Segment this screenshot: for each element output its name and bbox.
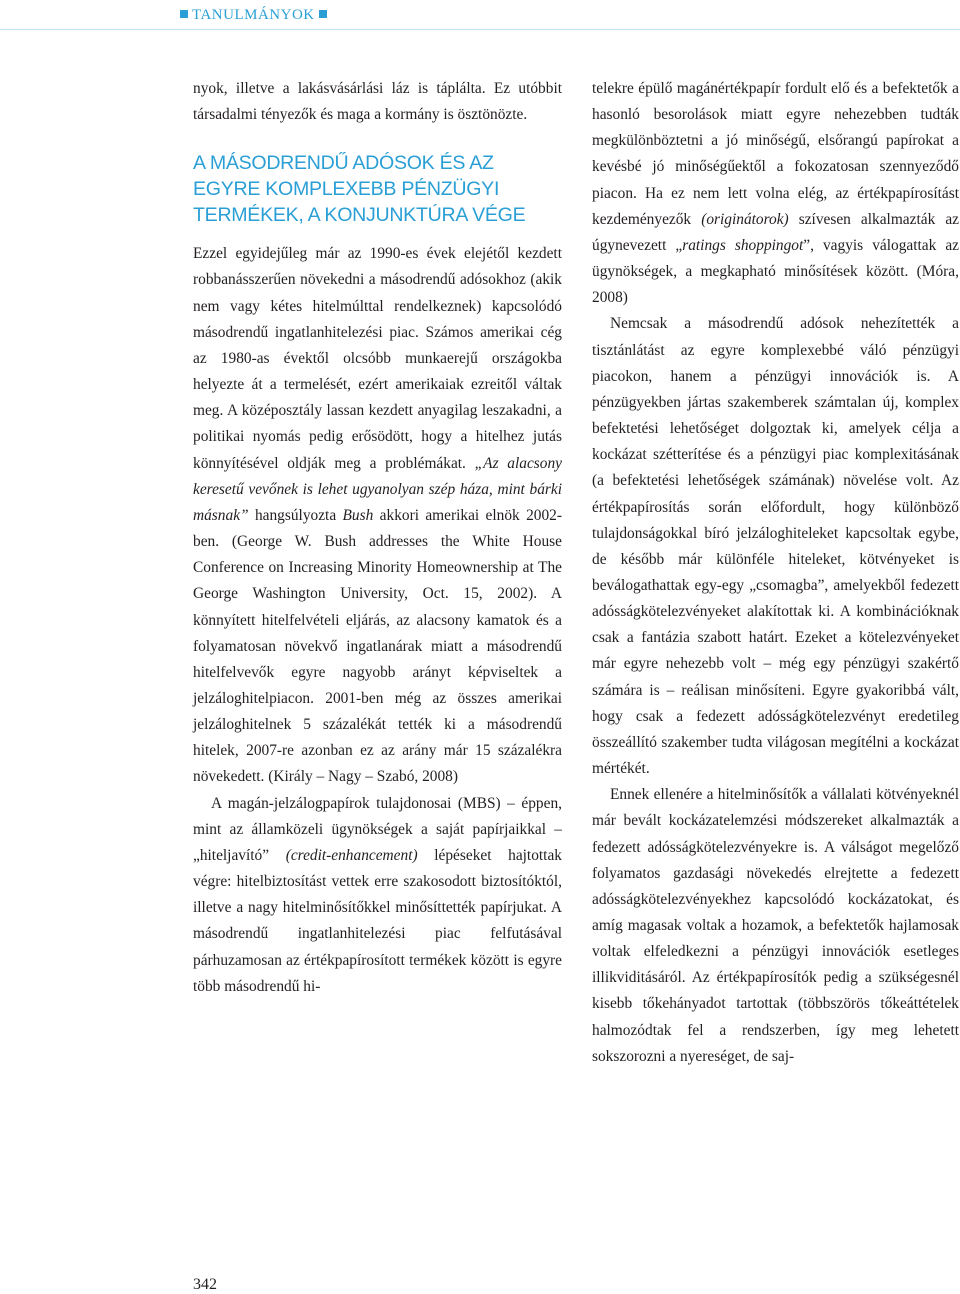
term: (originátorok) xyxy=(701,210,789,228)
term: (credit-enhancement) xyxy=(285,846,418,864)
section-label: TANULMÁNYOK xyxy=(192,7,315,23)
header-rule xyxy=(0,29,960,30)
square-bullet-icon xyxy=(180,10,188,18)
right-column xyxy=(592,76,959,1070)
page-number: 342 xyxy=(193,1276,217,1293)
paragraph: Ezzel egyidejűleg már az 1990-es évek elejétől kezdett robbanásszerűen növekedni a másodrendű adósokhoz (akik nem vagy kétes hitelmúlttal rendelkeznek) kapcsolódó másodrendű ingatlanhitelezési piac. Számos amerikai cég az 1980-as évektől olcsóbb munkaerejű országokba helyezte át a termelését, ezért amerikaiak ezreitől váltak meg. A középosztály lassan kezdett anyagilag leszakadni, a politikai nyomás pedig erősödött, hogy a hitelhez jutás könnyítésével oldják meg a problémákat. „Az alacsony keresetű vevőnek is lehet ugyanolyan szép háza, mint bárki másnak” hangsúlyozta Bush akkori amerikai elnök 2002-ben. (George W. Bush addresses the White House Conference on Increasing Minority Homeownership at The George Washington University, Oct. 15, 2002). A könnyített hitelfelvételi eljárás, az alacsony kamatok és a folyamatosan növekvő ingatlanárak miatt a másodrendű hitelfelvevők egyre nagyobb arányt képviseltek a jelzáloghitelpiacon. 2001-ben még az összes amerikai jelzáloghitelnek 5 százalékát tették ki a másodrendű hitelek, 2007-re azonban ez az arány már 15 százalékra növekedett. (Király – Nagy – Szabó, 2008) xyxy=(193,245,562,786)
paragraph: Ennek ellenére a hitelminősítők a vállalati kötvényeknél már bevált kockázatelemzési módszereket alkalmazták a fedezett adósságkötelezvényekre is. A válságot megelőző folyamatos gazdasági növekedés elrejtette a fedezett adósságkötelezvényekhez kapcsolódó kockázatokat, és amíg magasak voltak a hozamok, a befektetők hajlamosak voltak elfeledkezni a pénzügyi innovációk esetleges illikviditásáról. Az értékpapírosítók pedig a szükségesnél kisebb tőkehányadot tartottak (többszörös tőkeáttételek halmozódtak fel a rendszerben, így meg lehetett sokszorozni a nyereséget, de saj- xyxy=(592,786,959,1065)
left-column xyxy=(193,76,562,1000)
section-title: A MÁSODRENDŰ ADÓSOK ÉS AZ EGYRE KOMPLEXEBB PÉNZÜGYI TERMÉKEK, A KONJUNKTÚRA VÉGE xyxy=(193,152,526,227)
paragraph: Nemcsak a másodrendű adósok nehezítették a tisztánlátást az egyre komplexebbé váló pénzügyi piacokon, hanem a pénzügyi innovációk is. A pénzügyekben jártas szakemberek számtalan új, komplex befektetési lehetőséget dolgoztak ki, amelyek célja a kockázat szétterítése és a pénzügyi piac komplexitásának (a befektetési lehetőségek számának) növelése volt. Az értékpapírosítás során előfordult, hogy különböző tulajdonságokkal bíró jelzáloghiteleket kapcsoltak egybe, de később már különféle hiteleket, kötvényeket is beválogathattak egy-egy „csomagba”, amelyekből fedezett adósságkötelezvényeket alakítottak ki. A kombinációknak csak a fantázia szabott határt. Ezeket a kötelezvényeket már egyre nehezebb volt – még egy pénzügyi szakértő számára is – reálisan minősíteni. Egyre gyakoribbá vált, hogy csak a fedezett adósságkötelezvényt eredetileg összeállító szakember tudta világosan megítélni a kockázat mértékét. xyxy=(592,315,959,778)
term: ratings shoppingot xyxy=(682,236,804,254)
paragraph: telekre épülő magánértékpapír fordult elő és a befektetők a hasonló besorolások miatt egyre nehezebben tudták megkülönböztetni a jó minőségű, elsőrangú papírokat a kevésbé jó minőségűektől a fokozatosan szennyeződő piacon. Ha ez nem lett volna elég, az értékpapírosítást kezdeményezők (originátorok) szívesen alkalmazták az úgynevezett „ratings shoppingot”, vagyis válogattak az ügynökségek, a megkapható minősítések között. (Móra, 2008) xyxy=(592,80,959,307)
name: Bush xyxy=(342,506,374,524)
quote: „Az alacsony keresetű vevőnek is lehet ugyanolyan szép háza, mint bárki másnak” xyxy=(193,454,562,524)
paragraph: A magán-jelzálogpapírok tulajdonosai (MBS) – éppen, mint az államközeli ügynökségek a saját papírjaikkal – „hiteljavító” (credit-enhancement) lépéseket hajtottak végre: hitelbiztosítást vettek erre szakosodott biztosítóktól, illetve a nagy hitelminősítőkkel minősíttették papírjukat. A másodrendű ingatlanhitelezési piac felfutásával párhuzamosan az értékpapírosított termékek között is egyre több másodrendű hi- xyxy=(193,794,562,995)
paragraph: nyok, illetve a lakásvásárlási láz is táplálta. Ez utóbbit társadalmi tényezők és maga a kormány is ösztönözte. xyxy=(193,80,562,124)
running-header xyxy=(176,7,331,27)
square-bullet-icon xyxy=(319,10,327,18)
